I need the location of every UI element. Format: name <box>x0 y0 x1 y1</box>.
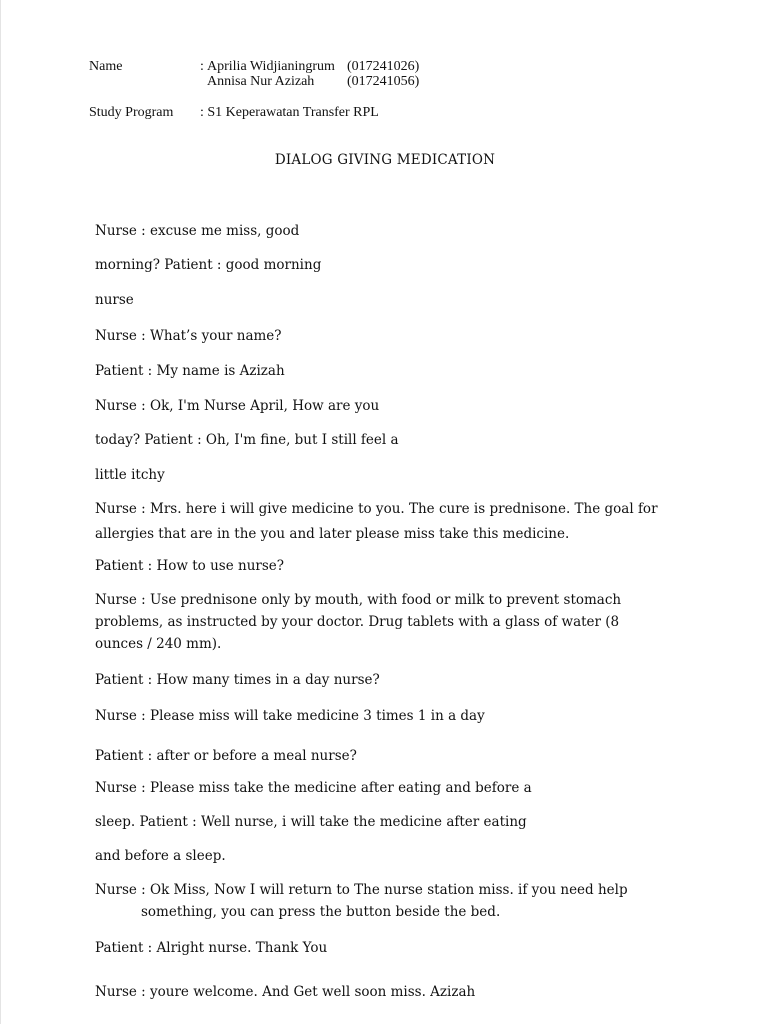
dialog-line: little itchy <box>95 467 165 483</box>
dialog-line: Nurse : youre welcome. And Get well soon miss. Azizah <box>95 984 476 1000</box>
dialog-line: problems, as instructed by your doctor. Drug tablets with a glass of water (8 <box>95 614 620 630</box>
name-label: Name <box>89 59 123 74</box>
dialog-line: Nurse : Please miss will take medicine 3 times 1 in a day <box>95 708 485 724</box>
study-program-value: : S1 Keperawatan Transfer RPL <box>200 105 379 120</box>
dialog-line: Nurse : Please miss take the medicine after eating and before a <box>95 780 532 796</box>
dialog-line: Nurse : Use prednisone only by mouth, with food or milk to prevent stomach <box>95 592 622 608</box>
dialog-line: morning? Patient : good morning <box>95 257 322 273</box>
dialog-line: Patient : How many times in a day nurse? <box>95 672 380 688</box>
dialog-line: Nurse : Mrs. here i will give medicine to you. The cure is prednisone. The goal for <box>95 501 658 517</box>
document-title: DIALOG GIVING MEDICATION <box>274 152 496 168</box>
student-id-1: (017241026) <box>347 59 420 74</box>
dialog-line: Patient : My name is Azizah <box>95 363 285 379</box>
student-id-2: (017241056) <box>347 74 420 89</box>
dialog-line: allergies that are in the you and later please miss take this medicine. <box>95 526 570 542</box>
student-name-1: Aprilia Widjianingrum <box>207 59 335 74</box>
dialog-line: sleep. Patient : Well nurse, i will take the medicine after eating <box>95 814 527 830</box>
dialog-line: Patient : How to use nurse? <box>95 558 284 574</box>
dialog-line: ounces / 240 mm). <box>95 636 222 652</box>
name-separator: : <box>200 59 204 74</box>
dialog-line: and before a sleep. <box>95 848 226 864</box>
dialog-line: something, you can press the button beside the bed. <box>141 904 501 920</box>
dialog-line: Nurse : excuse me miss, good <box>95 223 300 239</box>
dialog-line: nurse <box>95 292 134 308</box>
dialog-line: Nurse : What’s your name? <box>95 328 282 344</box>
study-program-label: Study Program <box>89 105 174 120</box>
dialog-line: Patient : after or before a meal nurse? <box>95 748 357 764</box>
dialog-line: today? Patient : Oh, I'm fine, but I still feel a <box>95 432 399 448</box>
dialog-line: Patient : Alright nurse. Thank You <box>95 940 328 956</box>
dialog-line: Nurse : Ok Miss, Now I will return to The nurse station miss. if you need help <box>95 882 628 898</box>
student-name-2: Annisa Nur Azizah <box>207 74 315 89</box>
dialog-line: Nurse : Ok, I'm Nurse April, How are you <box>95 398 380 414</box>
